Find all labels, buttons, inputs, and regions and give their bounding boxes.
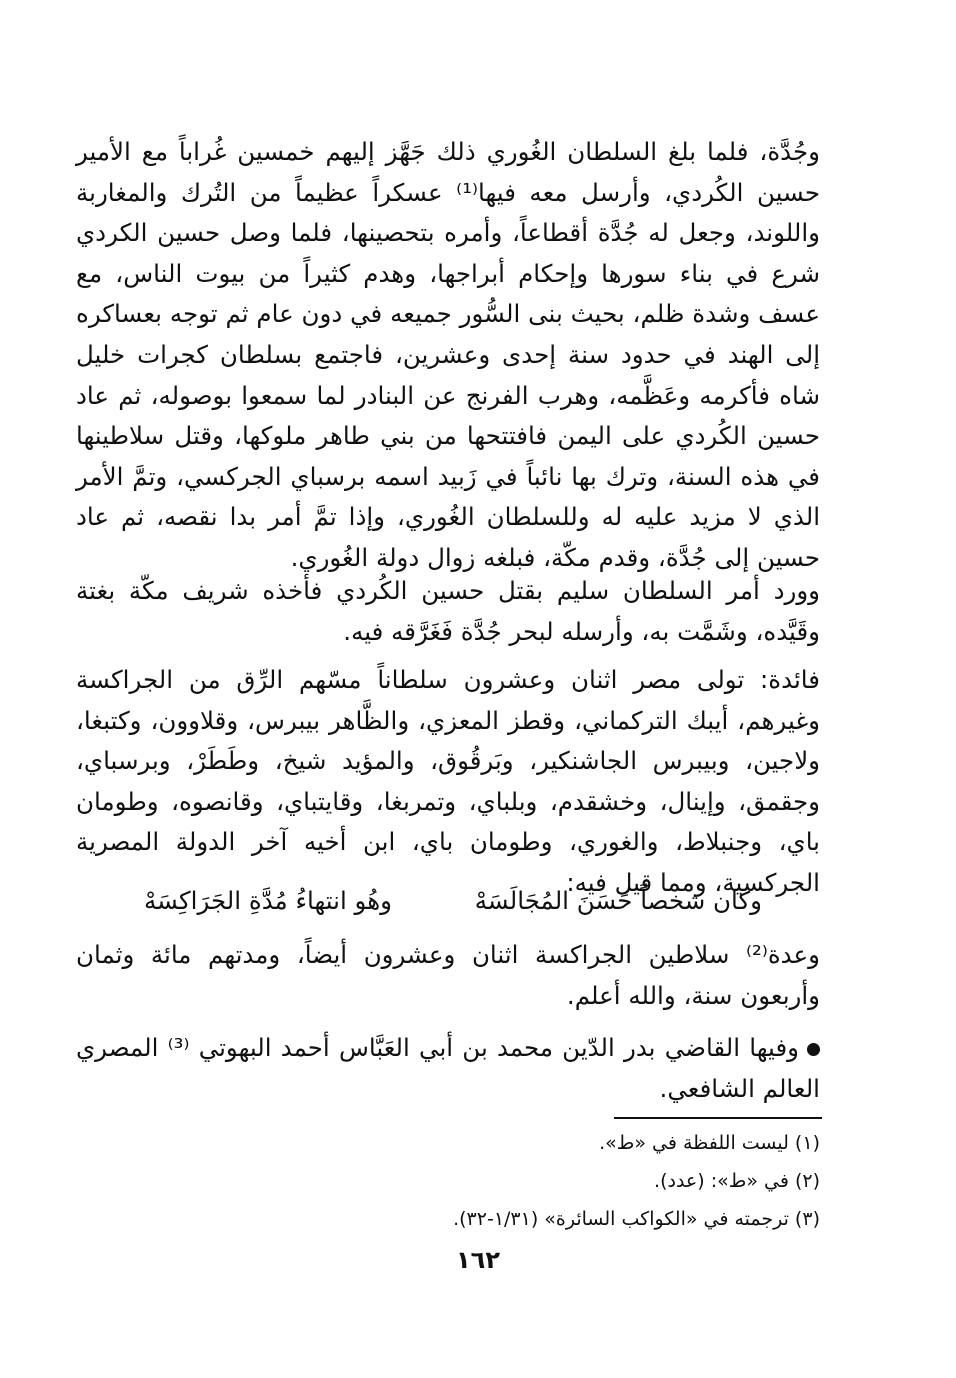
obituary-paragraph bbox=[76, 1028, 820, 1109]
obituary-text: وفيها القاضي بدر الدّين محمد بن أبي العَبَّاس أحمد البهوتي ⁽³⁾ المصري العالم الشافعي. bbox=[76, 1033, 820, 1103]
sultans-count-paragraph: وعدة⁽²⁾ سلاطين الجراكسة اثنان وعشرون أيضاً، ومدتهم مائة وثمان وأربعون سنة، والله أعلم. bbox=[76, 940, 820, 1010]
footnote-3: (٣) ترجمته في «الكواكب السائرة» (١/٣١-٣٢). bbox=[453, 1208, 820, 1230]
footnotes bbox=[400, 1124, 820, 1238]
poem-second-hemistich: وهُو انتهاءُ مُدَّةِ الجَرَاكِسَهْ bbox=[144, 886, 392, 915]
bullet-icon bbox=[807, 1043, 820, 1056]
faida-paragraph: فائدة: تولى مصر اثنان وعشرون سلطاناً مسّهم الرِّق من الجراكسة وغيرهم، أيبك التركماني، وقطز المعزي، والظَّاهر بيبرس، وقلاوون، وكتبغا، ولاجين، وبيبرس الجاشنكير، وبَرقُوق، والمؤيد شيخ، وطَطَرْ، وبرسباي، وجقمق، وإينال، وخشقدم، وبلباي، وتمربغا، وقايتباي، وقانصوه، وطومان باي، وجنبلاط، والغوري، وطومان باي، ابن أخيه آخر الدولة المصرية الجركسية، ومما قيل فيه: bbox=[76, 665, 820, 897]
page-number: ١٦٢ bbox=[456, 1246, 500, 1274]
footnote-1: (١) ليست اللفظة في «ط». bbox=[599, 1132, 820, 1154]
poem-first-hemistich: وكان شخصاً حَسَنَ المُجَالَسَهْ bbox=[474, 886, 762, 915]
footnote-divider bbox=[614, 1117, 822, 1119]
sultan-selim-paragraph: وورد أمر السلطان سليم بقتل حسين الكُردي فأخذه شريف مكّة بغتة وقَيَّده، وشَمَّت به، وأرسله لبحر جُدَّة فَغَرَّقه فيه. bbox=[76, 576, 820, 646]
footnote-2: (٢) في «ط»: (عدد). bbox=[654, 1170, 820, 1192]
poem-verse bbox=[76, 881, 820, 922]
main-paragraph: وجُدَّة، فلما بلغ السلطان الغُوري ذلك جَهَّز إليهم خمسين غُراباً مع الأمير حسين الكُردي، وأرسل معه فيها⁽¹⁾ عسكراً عظيماً من التُرك والمغاربة واللوند، وجعل له جُدَّة أقطاعاً، وأمره بتحصينها، فلما وصل حسين الكردي شرع في بناء سورها وإحكام أبراجها، وهدم كثيراً من بيوت الناس، مع عسف وشدة ظلم، بحيث بنى السُّور جميعه في دون عام ثم توجه بعساكره إلى الهند في حدود سنة إحدى وعشرين، فاجتمع بسلطان كجرات خليل شاه فأكرمه وعَظَّمه، وهرب الفرنج عن البنادر لما سمعوا بوصوله، ثم عاد حسين الكُردي على اليمن فافتتحها من بني طاهر ملوكها، وقتل سلاطينها في هذه السنة، وترك بها نائباً في زَبيد اسمه برسباي الجركسي، وتمَّ الأمر الذي لا مزيد عليه له وللسلطان الغُوري، وإذا تمَّ أمر بدا نقصه، ثم عاد حسين إلى جُدَّة، وقدم مكّة، فبلغه زوال دولة الغُوري. bbox=[76, 137, 820, 572]
